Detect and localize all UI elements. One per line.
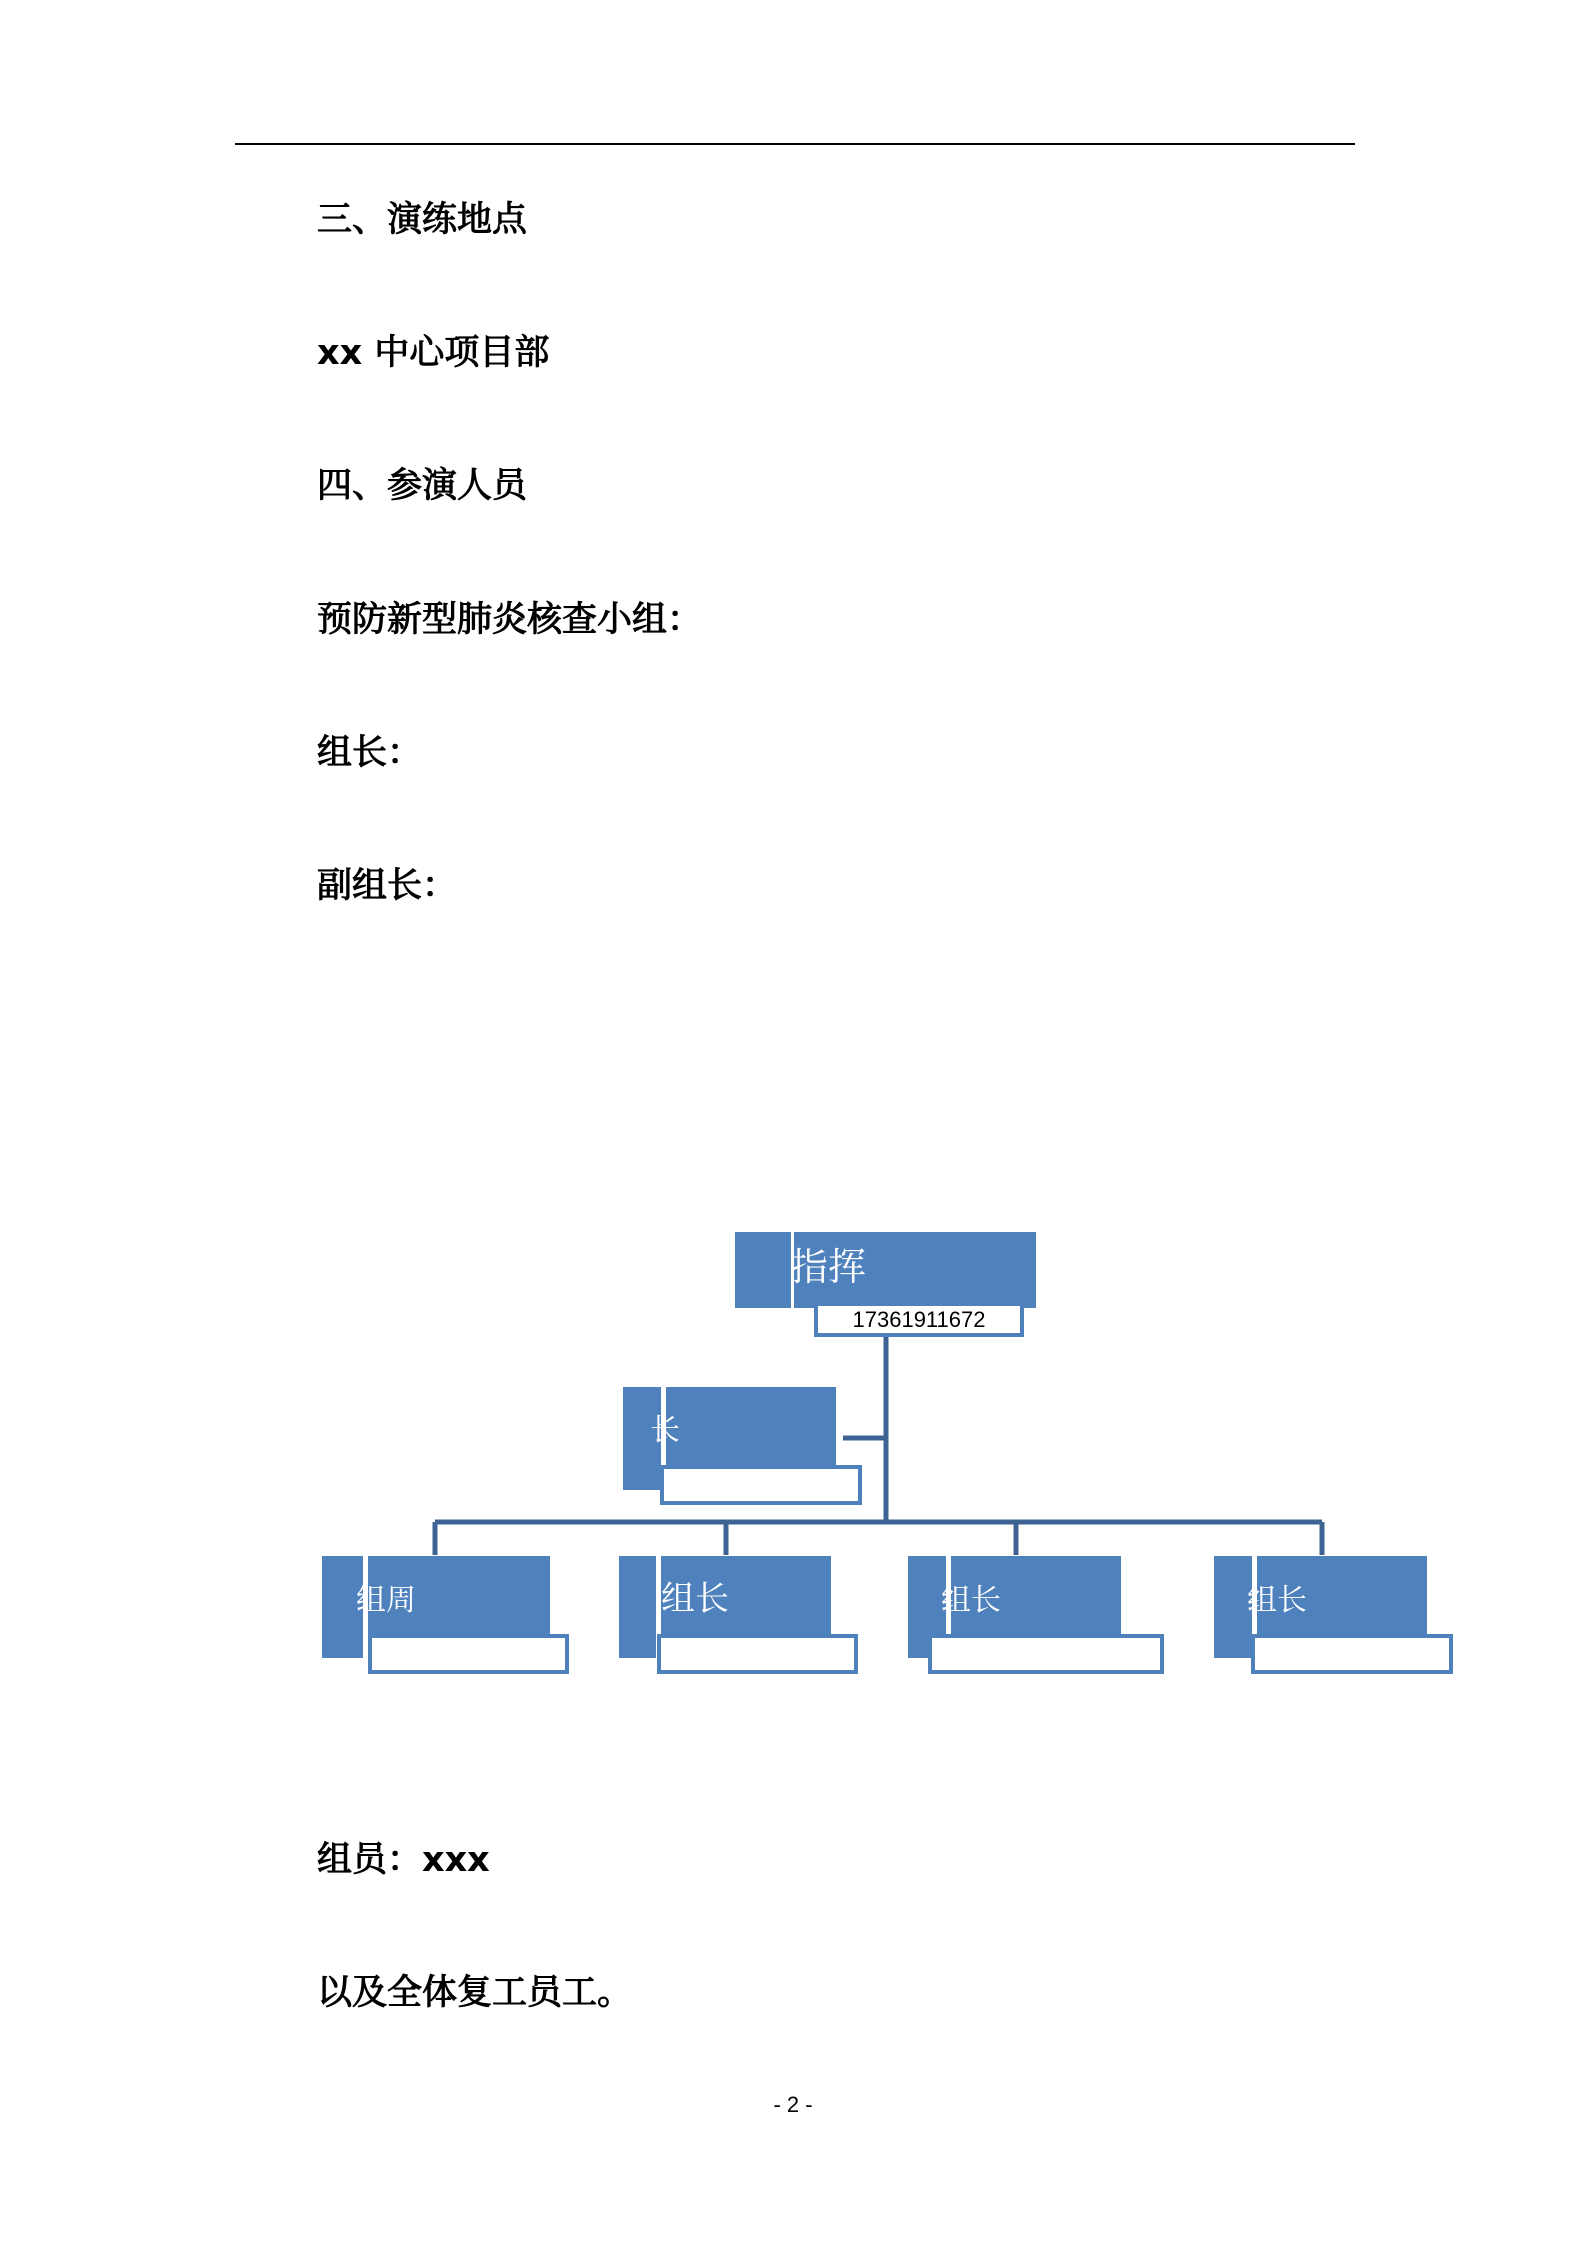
org-node-assistant xyxy=(623,1387,860,1503)
org-node-child-4-label: 组长 xyxy=(1247,1583,1307,1618)
org-node-child-1 xyxy=(322,1556,567,1672)
org-node-child-1-label: 组周 xyxy=(356,1583,416,1618)
org-node-child-2-tab xyxy=(619,1556,656,1658)
leader-line: 组长： xyxy=(317,733,423,773)
location-value: xx 中心项目部 xyxy=(317,333,550,373)
org-node-top-tab xyxy=(735,1232,791,1308)
org-node-child-1-sub-box xyxy=(370,1636,567,1672)
org-node-assistant-label: 长 xyxy=(650,1413,680,1448)
page-number: - 2 - xyxy=(773,2092,813,2117)
org-node-top xyxy=(735,1232,1036,1335)
org-node-top-phone: 17361911672 xyxy=(852,1307,986,1332)
deputy-leader-line: 副组长： xyxy=(317,866,458,906)
org-node-child-3 xyxy=(908,1556,1162,1672)
org-node-assistant-box xyxy=(666,1387,836,1471)
org-node-child-2-sub-box xyxy=(659,1636,856,1672)
members-line: 组员：xxx xyxy=(317,1840,490,1880)
org-node-child-3-sub-box xyxy=(930,1636,1162,1672)
org-node-child-4 xyxy=(1214,1556,1451,1672)
org-node-child-4-sub-box xyxy=(1253,1636,1451,1672)
org-chart-connectors xyxy=(435,1335,1322,1555)
org-node-top-label: 指挥 xyxy=(790,1245,867,1289)
org-node-child-2-label: 组长 xyxy=(661,1579,729,1619)
section-heading-participants: 四、参演人员 xyxy=(317,466,528,506)
org-node-assistant-sub-box xyxy=(662,1467,860,1503)
section-heading-location: 三、演练地点 xyxy=(317,200,528,240)
group-title: 预防新型肺炎核查小组： xyxy=(317,600,703,640)
org-node-child-3-label: 组长 xyxy=(941,1583,1001,1618)
all-staff-line: 以及全体复工员工。 xyxy=(317,1973,633,2013)
org-node-child-2 xyxy=(619,1556,856,1672)
